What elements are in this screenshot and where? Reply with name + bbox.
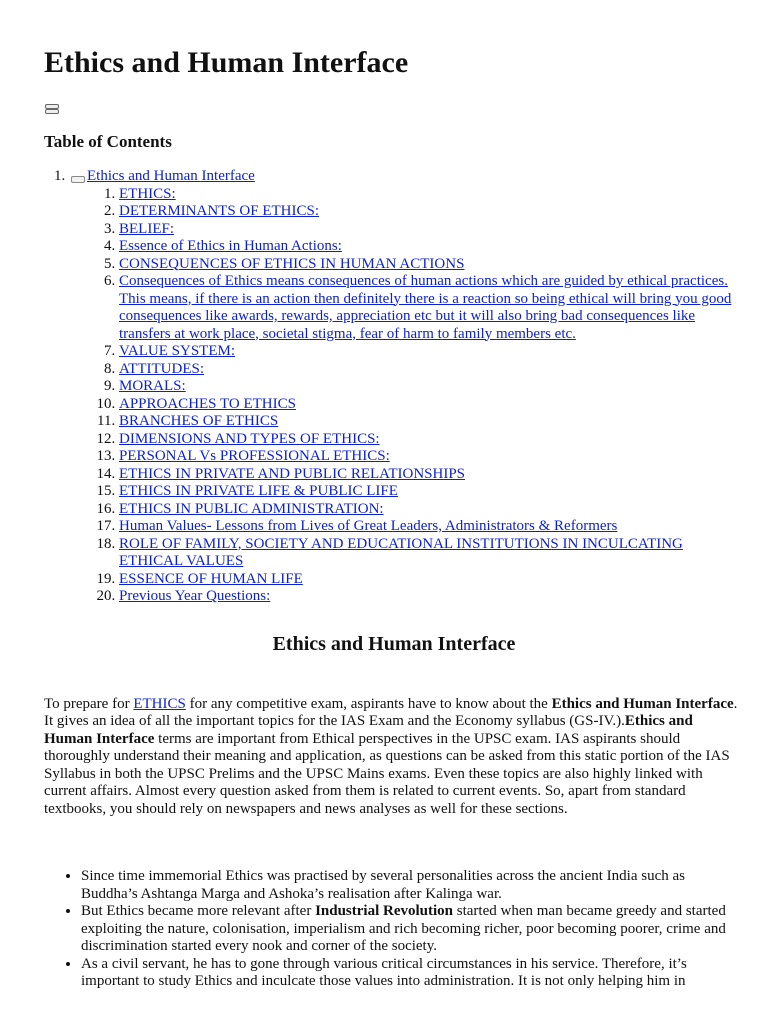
table-of-contents xyxy=(44,168,744,606)
bullet-item xyxy=(81,903,744,956)
toc-item xyxy=(119,518,744,536)
intro-text-3: . It gives an idea of all the important topics for the IAS Exam and the Economy syllabus (GS-IV.). xyxy=(44,695,738,729)
toc-item xyxy=(119,203,744,221)
toc-link[interactable]: ETHICS IN PRIVATE LIFE & PUBLIC LIFE xyxy=(119,483,398,499)
toc-link[interactable]: Consequences of Ethics means consequences of human actions which are guided by ethical practices. This means, if there is an action then definitely there is a reaction so being ethical will bring you good consequences like awards, rewards, appreciation etc but it will also bring bad consequences like transfers at work place, societal stigma, fear of harm to family members etc. xyxy=(119,273,732,342)
toc-item xyxy=(119,221,744,239)
toc-item xyxy=(119,466,744,484)
toc-link[interactable]: ETHICS IN PRIVATE AND PUBLIC RELATIONSHIPS xyxy=(119,465,466,482)
toc-item xyxy=(119,431,744,449)
toc-item xyxy=(119,256,744,274)
article-heading: Ethics and Human Interface xyxy=(272,632,516,655)
toc-title: Table of Contents xyxy=(44,132,172,151)
toc-item xyxy=(119,186,744,204)
toc-item xyxy=(119,238,744,256)
toc-link[interactable]: ROLE OF FAMILY, SOCIETY AND EDUCATIONAL INSTITUTIONS IN INCULCATING ETHICAL VALUES xyxy=(119,535,683,569)
toc-link[interactable]: DETERMINANTS OF ETHICS: xyxy=(119,203,320,219)
intro-text-2: for any competitive exam, aspirants have to know about the xyxy=(185,695,552,712)
bullet-item: • As a civil servant, he has to gone through various critical circumstances in his service. Therefore, it’s important to study Ethics and inculcate those values into administration. It is not only helping him in xyxy=(81,956,744,991)
page-title: Ethics and Human Interface xyxy=(44,46,409,79)
toc-link[interactable]: VALUE SYSTEM: xyxy=(119,343,235,359)
intro-text-1: To prepare for xyxy=(44,695,134,712)
toc-link[interactable]: ESSENCE OF HUMAN LIFE xyxy=(119,570,303,587)
bullet-text: But Ethics became more relevant after xyxy=(81,903,316,919)
toc-item xyxy=(119,361,744,379)
bullet-item: • Since time immemorial Ethics was practised by several personalities across the ancient India such as Buddha’s Ashtanga Marga and Ashoka’s realisation after Kalinga war. xyxy=(81,868,744,903)
toc-link[interactable]: ETHICS IN PUBLIC ADMINISTRATION: xyxy=(119,500,384,517)
toc-link[interactable]: ETHICS: xyxy=(119,185,176,202)
toc-link[interactable]: ATTITUDES: xyxy=(119,360,204,377)
toc-item xyxy=(119,343,744,361)
toc-item xyxy=(119,413,744,431)
toc-link[interactable]: BELIEF: xyxy=(119,220,174,237)
toc-link[interactable]: PERSONAL Vs PROFESSIONAL ETHICS: xyxy=(119,448,390,464)
toc-link[interactable]: MORALS: xyxy=(119,378,186,394)
intro-paragraph xyxy=(44,696,744,819)
toc-item xyxy=(119,273,744,343)
bullet-text: started when man became greedy and started exploiting the nature, colonisation, imperialism and rich becoming richer, poor becoming poorer, crime and discrimination started every nook and corner of the society. xyxy=(81,903,726,954)
toc-item xyxy=(119,571,744,589)
toc-sublist xyxy=(69,186,744,606)
toc-item xyxy=(119,536,744,571)
toc-collapse-icon[interactable] xyxy=(71,176,85,183)
toc-link[interactable]: DIMENSIONS AND TYPES OF ETHICS: xyxy=(119,430,380,447)
toc-item xyxy=(119,588,744,606)
toc-toggle-icon[interactable] xyxy=(45,104,59,115)
toc-link[interactable]: APPROACHES TO ETHICS xyxy=(119,395,296,412)
intro-bold-2: Ethics and Human Interface xyxy=(44,713,693,747)
toc-link[interactable]: BRANCHES OF ETHICS xyxy=(119,413,279,429)
bullet-bold: Industrial Revolution xyxy=(315,903,454,919)
ethics-link[interactable]: ETHICS xyxy=(133,695,186,712)
toc-link[interactable]: Essence of Ethics in Human Actions: xyxy=(119,238,342,254)
toc-item xyxy=(119,483,744,501)
intro-text-4: terms are important from Ethical perspectives in the UPSC exam. IAS aspirants should thoroughly understand their meaning and application, as questions can be asked from this static portion of the IAS Syllabus in both the UPSC Prelims and the UPSC Mains exams. Even these topics are also highly linked with current affairs. Almost every question asked from them is related to current events. So, apart from standard textbooks, you should rely on newspapers and news analyses as well for these sections. xyxy=(44,730,730,817)
toc-item xyxy=(119,501,744,519)
toc-link[interactable]: Previous Year Questions: xyxy=(119,588,271,604)
toc-item-top xyxy=(69,168,744,606)
toc-item xyxy=(119,396,744,414)
toc-item xyxy=(119,378,744,396)
toc-link[interactable]: Human Values- Lessons from Lives of Great Leaders, Administrators & Reformers xyxy=(119,518,618,534)
intro-bold-1: Ethics and Human Interface xyxy=(551,695,734,712)
bullet-list xyxy=(44,868,744,991)
toc-link[interactable]: CONSEQUENCES OF ETHICS IN HUMAN ACTIONS xyxy=(119,255,465,272)
toc-link-top[interactable]: Ethics and Human Interface xyxy=(87,168,255,184)
toc-item xyxy=(119,448,744,466)
